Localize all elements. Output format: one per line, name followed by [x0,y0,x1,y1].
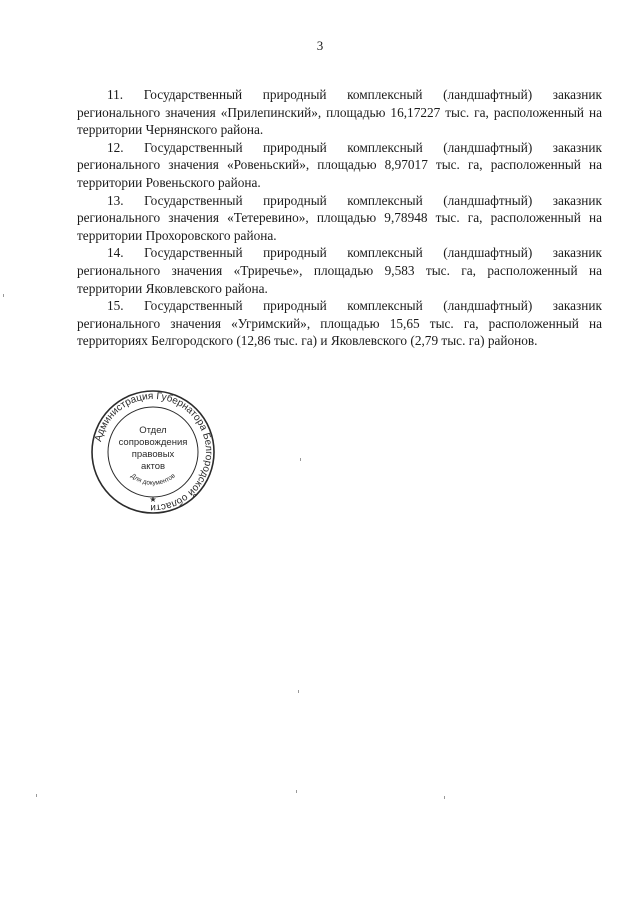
stamp-star-icon: ★ [149,495,157,504]
stamp-center-line-2: сопровождения [118,437,188,448]
scan-speck [298,690,299,693]
stamp-center-line-3: правовых [131,449,175,460]
stamp-seal-icon [90,389,216,515]
paragraph-item-14: 14. Государственный природный комплексный (ландшафтный) заказник регионального значения «Триречье», площадью 9,583 тыс. га, расположенный на территории Яковлевского района. [77,245,602,296]
document-body [77,86,602,350]
scan-speck [300,458,301,461]
stamp-outer-text: Администрация Губернатора Белгородской области [93,390,215,514]
official-stamp [90,389,216,515]
paragraph-item-12: 12. Государственный природный комплексный (ландшафтный) заказник регионального значения «Ровеньский», площадью 8,97017 тыс. га, расположенный на территории Ровеньского района. [77,139,602,190]
scan-speck [444,796,445,799]
stamp-center-line-1: Отдел [139,425,167,436]
stamp-inner-arc-text: Для документов [129,472,177,487]
scan-speck [36,794,37,797]
page-number: 3 [316,38,324,53]
scan-speck [296,790,297,793]
paragraph-item-13: 13. Государственный природный комплексный (ландшафтный) заказник регионального значения «Тетеревино», площадью 9,78948 тыс. га, расположенный на территории Прохоровского района. [77,192,602,243]
scan-speck [3,294,4,297]
paragraph-item-15: 15. Государственный природный комплексный (ландшафтный) заказник регионального значения «Угримский», площадью 15,65 тыс. га, расположенный на территориях Белгородского (12,86 тыс. га) и Яковлевского (2,79 тыс. га) районов. [77,298,602,349]
paragraph-item-11: 11. Государственный природный комплексный (ландшафтный) заказник регионального значения «Прилепинский», площадью 16,17227 тыс. га, расположенный на территории Чернянского района. [77,87,602,138]
stamp-center-line-4: актов [140,461,166,472]
